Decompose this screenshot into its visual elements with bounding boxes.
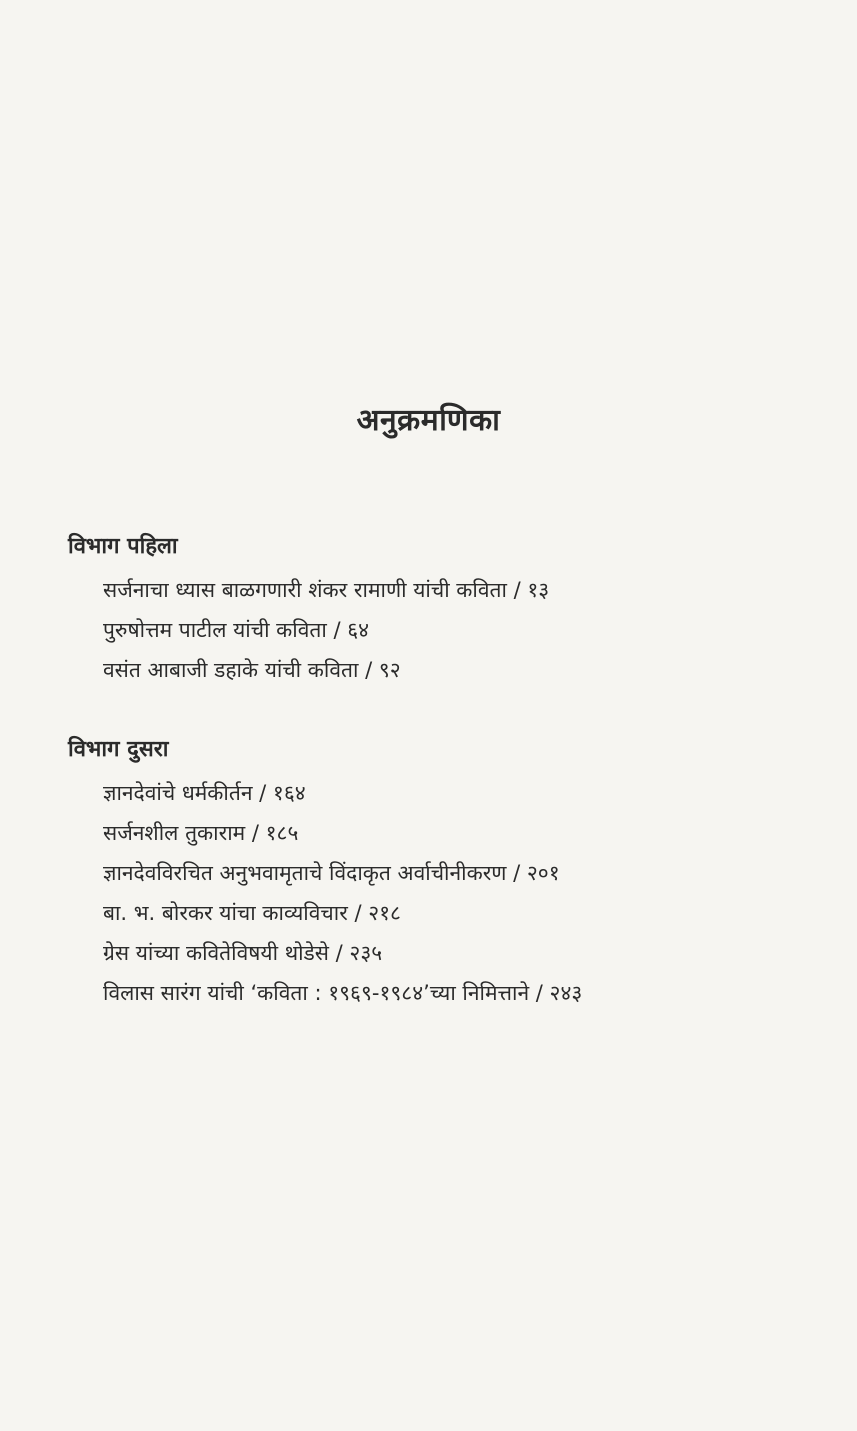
toc-entry: सर्जनशील तुकाराम / १८५: [103, 821, 299, 845]
toc-entry: सर्जनाचा ध्यास बाळगणारी शंकर रामाणी यांची कविता / १३: [103, 578, 550, 602]
section-heading: विभाग दुसरा: [68, 737, 169, 762]
section-part-one: [68, 530, 828, 690]
toc-entry: ज्ञानदेवविरचित अनुभवामृताचे विंदाकृत अर्वाचीनीकरण / २०१: [103, 861, 560, 885]
page-title: अनुक्रमणिका: [356, 403, 501, 438]
section-heading: विभाग पहिला: [68, 534, 178, 559]
toc-entry: ग्रेस यांच्या कवितेविषयी थोडेसे / २३५: [103, 941, 383, 965]
toc-entry: ज्ञानदेवांचे धर्मकीर्तन / १६४: [103, 781, 306, 805]
toc-entry: विलास सारंग यांची ‘कविता : १९६९-१९८४’च्या निमित्ताने / २४३: [103, 981, 583, 1005]
toc-entry: बा. भ. बोरकर यांचा काव्यविचार / २१८: [103, 901, 401, 925]
toc-entry: वसंत आबाजी डहाके यांची कविता / ९२: [103, 658, 401, 682]
toc-entry: पुरुषोत्तम पाटील यांची कविता / ६४: [103, 618, 370, 642]
section-part-two: [68, 733, 828, 1013]
